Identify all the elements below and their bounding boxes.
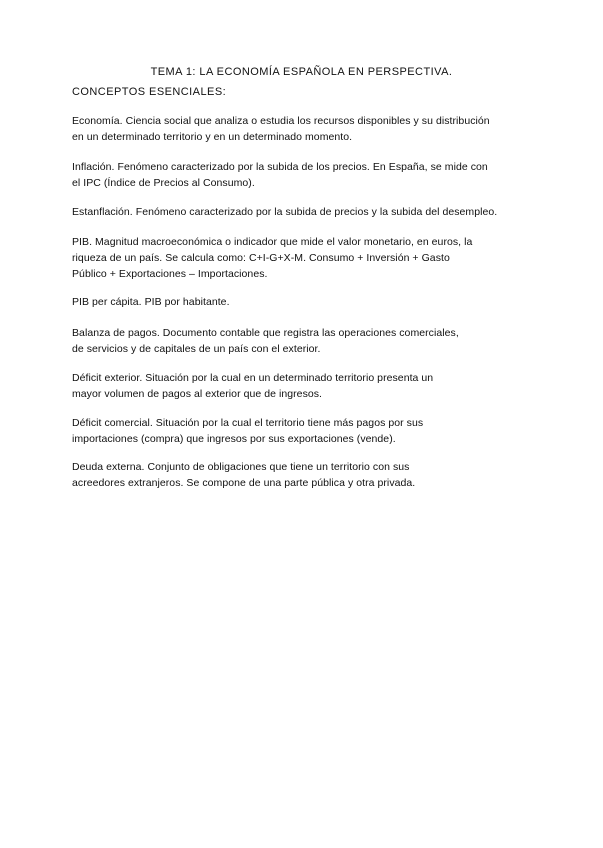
- text-line: Deuda externa. Conjunto de obligaciones que tiene un territorio con sus: [72, 461, 410, 473]
- text-line: Público + Exportaciones – Importaciones.: [72, 268, 268, 280]
- text-line: riqueza de un país. Se calcula como: C+I-G+X-M. Consumo + Inversión + Gasto: [72, 252, 450, 264]
- text-line: PIB. Magnitud macroeconómica o indicador que mide el valor monetario, en euros, la: [72, 236, 473, 248]
- definition-deuda-externa: [72, 459, 542, 491]
- definition-inflacion: [72, 159, 542, 191]
- definition-pib: [72, 234, 542, 282]
- definition-estanflacion: [72, 204, 542, 220]
- text-line: PIB per cápita. PIB por habitante.: [72, 296, 230, 308]
- text-line: acreedores extranjeros. Se compone de una parte pública y otra privada.: [72, 477, 416, 489]
- definition-deficit-exterior: [72, 370, 542, 402]
- text-line: el IPC (Índice de Precios al Consumo).: [72, 177, 255, 189]
- text-line: Economía. Ciencia social que analiza o estudia los recursos disponibles y su distribución: [72, 115, 490, 127]
- text-line: Estanflación. Fenómeno caracterizado por la subida de precios y la subida del desempleo.: [72, 206, 498, 218]
- section-heading: CONCEPTOS ESENCIALES:: [72, 86, 227, 98]
- definition-deficit-comercial: [72, 415, 542, 447]
- text-line: importaciones (compra) que ingresos por sus exportaciones (vende).: [72, 433, 396, 445]
- text-line: mayor volumen de pagos al exterior que de ingresos.: [72, 388, 323, 400]
- definition-balanza-de-pagos: [72, 325, 542, 357]
- text-line: Déficit comercial. Situación por la cual el territorio tiene más pagos por sus: [72, 417, 424, 429]
- text-line: Balanza de pagos. Documento contable que registra las operaciones comerciales,: [72, 327, 459, 339]
- definition-economia: [72, 113, 542, 145]
- text-line: de servicios y de capitales de un país con el exterior.: [72, 343, 321, 355]
- text-line: Inflación. Fenómeno caracterizado por la subida de los precios. En España, se mide con: [72, 161, 488, 173]
- text-line: en un determinado territorio y en un determinado momento.: [72, 131, 353, 143]
- definition-pib-per-capita: [72, 294, 542, 310]
- text-line: Déficit exterior. Situación por la cual en un determinado territorio presenta un: [72, 372, 434, 384]
- document-title: TEMA 1: LA ECONOMÍA ESPAÑOLA EN PERSPECTIVA.: [150, 66, 453, 78]
